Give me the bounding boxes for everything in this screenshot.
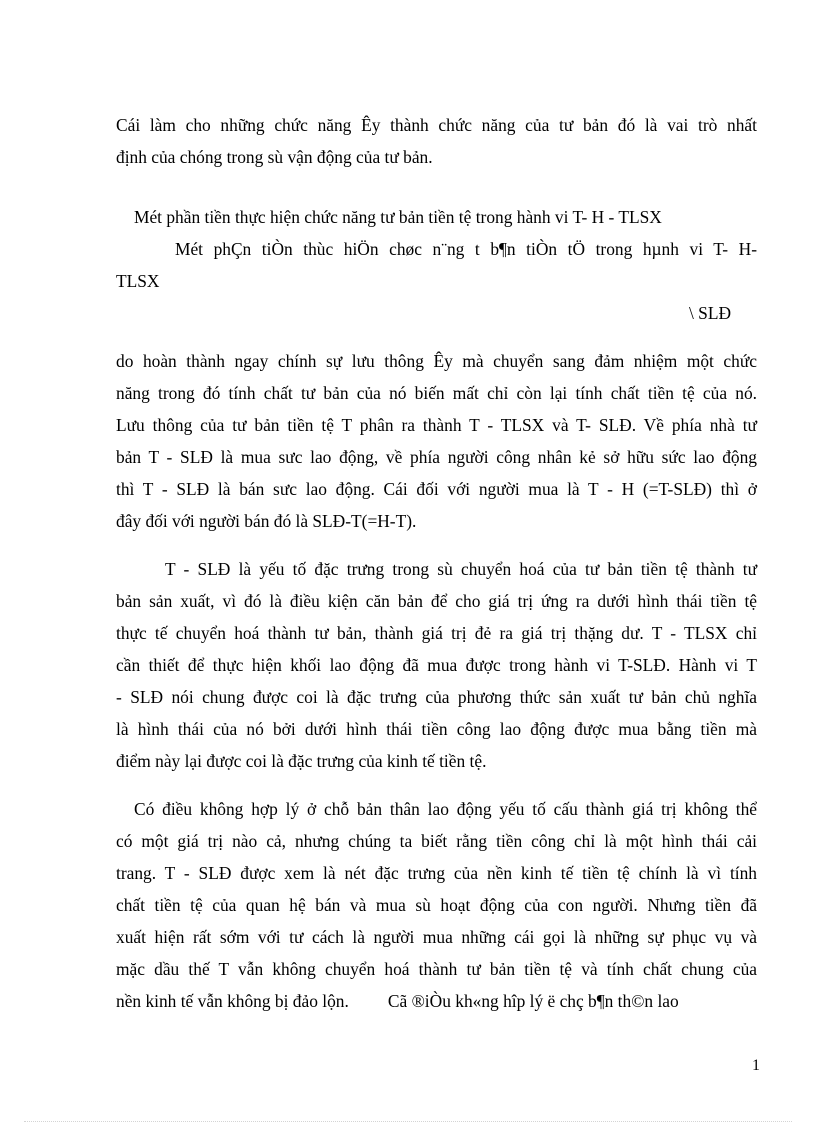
footer-divider: [24, 1121, 792, 1122]
text-line: bản T - SLĐ là mua sưc lao động, về phía người công nhân kẻ sở hữu sức lao động: [116, 447, 757, 467]
text-line: xuất hiện rất sớm với tư cách là người mua những cái gọi là những sự phục vụ và: [116, 927, 757, 947]
page-number: 1: [752, 1057, 760, 1074]
text-line: có một giá trị nào cả, nhưng chúng ta biết rằng tiền công chỉ là một hình thái cải: [116, 831, 757, 851]
text-line: do hoàn thành ngay chính sự lưu thông Êy mà chuyển sang đảm nhiệm một chức: [116, 351, 757, 371]
text-line: T - SLĐ là yếu tố đặc trưng trong sù chuyển hoá của tư bản tiền tệ thành tư: [165, 559, 757, 579]
text-line: nền kinh tế vẫn không bị đảo lộn. Cã ®iÒu kh«ng hîp lý ë chç b¶n th©n lao: [116, 991, 679, 1011]
text-line: TLSX: [116, 271, 160, 291]
text-line: Mét phần tiền thực hiện chức năng tư bản tiền tệ trong hành vi T- H - TLSX: [134, 207, 662, 227]
text-line: thì T - SLĐ là bán sưc lao động. Cái đối với người mua là T - H (=T-SLĐ) thì ở: [116, 479, 757, 499]
text-line: Cái làm cho những chức năng Êy thành chức năng của tư bản đó là vai trò nhất: [116, 115, 757, 135]
text-line: bản sản xuất, vì đó là điều kiện căn bản để cho giá trị ứng ra dưới hình thái tiền tệ: [116, 591, 757, 611]
text-line: chất tiền tệ của quan hệ bán và mua sù hoạt động của con người. Nhưng tiền đã: [116, 895, 757, 915]
text-line: Lưu thông của tư bản tiền tệ T phân ra thành T - TLSX và T- SLĐ. Về phía nhà tư: [116, 415, 757, 435]
text-line: điểm này lại được coi là đặc trưng của kinh tế tiền tệ.: [116, 751, 487, 771]
text-line: \ SLĐ: [689, 303, 732, 323]
text-line: là hình thái của nó bởi dưới hình thái tiền công lao động được mua bằng tiền mà: [116, 719, 757, 739]
text-line: - SLĐ nói chung được coi là đặc trưng của phương thức sản xuất tư bản chủ nghĩa: [116, 687, 757, 707]
text-line: Có điều không hợp lý ở chỗ bản thân lao động yếu tố cấu thành giá trị không thể: [134, 799, 757, 819]
text-line: đây đối với người bán đó là SLĐ-T(=H-T).: [116, 511, 417, 531]
text-line-legacy-encoding: Mét phÇn tiÒn thùc hiÖn chøc n¨ng t b¶n tiÒn tÖ trong hµnh vi T- H-: [175, 239, 757, 259]
text-line: trang. T - SLĐ được xem là nét đặc trưng của nền kinh tế tiền tệ chính là vì tính: [116, 863, 757, 883]
text-line: cần thiết để thực hiện khối lao động đã mua được trong hành vi T-SLĐ. Hành vi T: [116, 655, 757, 675]
text-line: năng trong đó tính chất tư bản của nó biến mất chỉ còn lại tính chất tiền tệ của nó.: [116, 383, 757, 403]
text-line: thực tế chuyển hoá thành tư bản, thành giá trị đẻ ra giá trị thặng dư. T - TLSX chỉ: [116, 623, 757, 643]
text-line: mặc dầu thế T vẫn không chuyển hoá thành tư bản tiền tệ và tính chất chung của: [116, 959, 757, 979]
text-line: định của chóng trong sù vận động của tư bản.: [116, 147, 433, 167]
